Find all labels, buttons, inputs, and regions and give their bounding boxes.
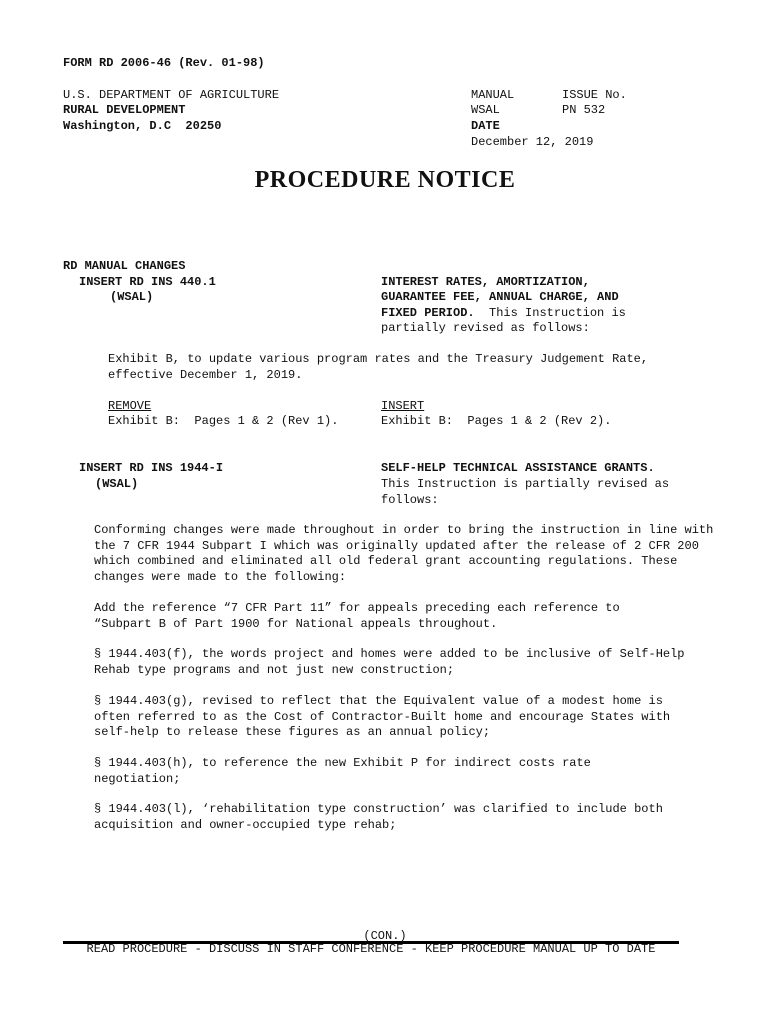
issue-label: ISSUE No. — [562, 88, 627, 102]
change2-paragraph-3: § 1944.403(f), the words project and homes were added to be inclusive of Self-Help Rehab type programs and not just new construction; — [94, 647, 685, 677]
change1-description: Exhibit B, to update various program rates and the Treasury Judgement Rate, effective December 1, 2019. — [108, 352, 649, 382]
date-label: DATE — [471, 119, 500, 133]
change2-paragraph-6: § 1944.403(l), ‘rehabilitation type construction’ was clarified to include both acquisition and owner-occupied type rehab; — [94, 802, 663, 832]
manual-label: MANUAL — [471, 88, 515, 102]
insert-label: INSERT — [381, 399, 425, 413]
change2-insert-label: INSERT RD INS 1944-I — [79, 461, 224, 475]
page-title: PROCEDURE NOTICE — [254, 167, 516, 193]
change1-subject-line2: GUARANTEE FEE, ANNUAL CHARGE, AND — [381, 290, 619, 304]
change2-manual: (WSAL) — [95, 477, 139, 491]
change1-manual: (WSAL) — [110, 290, 154, 304]
remove-label: REMOVE — [108, 399, 152, 413]
remove-value: Exhibit B: Pages 1 & 2 (Rev 1). — [108, 414, 339, 428]
change1-subject-rest: This Instruction is — [489, 306, 626, 320]
date-value: December 12, 2019 — [471, 135, 594, 149]
change2-paragraph-2: Add the reference “7 CFR Part 11” for appeals preceding each reference to “Subpart B of Part 1900 for National appeals throughout. — [94, 601, 620, 631]
change1-subject-line1: INTEREST RATES, AMORTIZATION, — [381, 275, 590, 289]
change1-subject-bold-end: FIXED PERIOD. — [381, 306, 475, 320]
issue-value: PN 532 — [562, 103, 606, 117]
agency-city: Washington, D.C 20250 — [63, 119, 222, 133]
change1-subject-line4: partially revised as follows: — [381, 321, 590, 335]
change1-insert-label: INSERT RD INS 440.1 — [79, 275, 216, 289]
insert-value: Exhibit B: Pages 1 & 2 (Rev 2). — [381, 414, 612, 428]
change2-paragraph-4: § 1944.403(g), revised to reflect that the Equivalent value of a modest home is often referred to as the Cost of Contractor-Built home and encourage States with self-help to release these figures as an annual policy; — [94, 694, 671, 739]
change1-subject-line3 — [381, 306, 626, 322]
agency-department: U.S. DEPARTMENT OF AGRICULTURE — [63, 88, 280, 102]
change2-paragraph-1: Conforming changes were made throughout in order to bring the instruction in line with the 7 CFR 1944 Subpart I which was originally updated after the release of 2 CFR 200 which combined and eliminated all old federal grant accounting regulations. These changes were made to the following: — [94, 523, 714, 584]
agency-division: RURAL DEVELOPMENT — [63, 103, 186, 117]
footer-text: READ PROCEDURE - DISCUSS IN STAFF CONFERENCE - KEEP PROCEDURE MANUAL UP TO DATE — [86, 942, 656, 956]
section-heading: RD MANUAL CHANGES — [63, 259, 186, 273]
change2-subject-bold: SELF-HELP TECHNICAL ASSISTANCE GRANTS. — [381, 461, 655, 475]
manual-value: WSAL — [471, 103, 500, 117]
change2-paragraph-5: § 1944.403(h), to reference the new Exhibit P for indirect costs rate negotiation; — [94, 756, 591, 786]
form-id: FORM RD 2006-46 (Rev. 01-98) — [63, 56, 265, 70]
continued-marker: (CON.) — [363, 929, 407, 943]
change2-subject-rest: This Instruction is partially revised as follows: — [381, 477, 670, 507]
